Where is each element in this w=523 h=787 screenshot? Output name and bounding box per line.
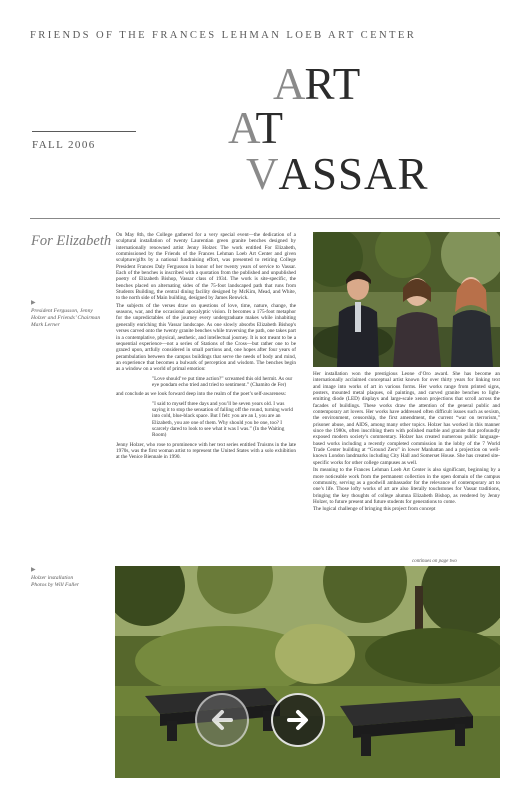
- title-vassar-initial: V: [246, 149, 279, 199]
- bench-caption-line1: Holzer installation: [31, 575, 74, 581]
- bench-illustration: [115, 566, 500, 778]
- title-art-initial: A: [273, 59, 306, 109]
- title-art: [273, 59, 362, 109]
- bench-caption: [31, 567, 101, 589]
- paragraph: Jenny Holzer, who rose to prominence with her text series entitled Truisms in the late 1970s, was the first woman artist to represent the United States with a solo exhibition at the Venice Biennale in 1990.: [116, 441, 296, 461]
- header-divider: [30, 218, 500, 219]
- paragraph: The logical challenge of bringing this project from concept: [313, 506, 436, 513]
- continues-note: continues on page two: [412, 559, 457, 564]
- title-art-rest: RT: [304, 59, 362, 109]
- title-vassar-rest: ASSAR: [278, 149, 429, 199]
- title-vassar: [246, 149, 429, 199]
- season-rule: [32, 131, 136, 132]
- title-at: [228, 103, 284, 153]
- paragraph: Her installation won the prestigious Leone d’Oro award. She has become an internationally acclaimed conceptual artist known for over thirty years for linking text and image into works of art in various forms. Her works range from printed signs, posters, mounted metal plaques, oil paintings, and carved granite benches to light-emitting diode (LED) displays and large-scale xenon projections that scroll across the facades of buildings. These works draw the attention of the general public and contemporary art lovers. Her works have addressed often difficult issues such as sexism, the environment, censorship, the first amendment, the current “war on terrorism,” prisoner abuse, and AIDS, among many other topics. Holzer has worked in this manner since the 1980s, often inscribing them with polished marble and granite that profoundly exposed modern society’s commentary. Holzer has created numerous public language-based works including a recently completed commission in the lobby of the 7 World Trade Center building at “Ground Zero” in lower Manhattan and a projection on well-known London landmarks including City Hall and Somerset House. She has created site-specific works for other college campuses as well.: [313, 371, 500, 466]
- article-right-column: [313, 371, 500, 514]
- portrait-caption-text: President Fergusson, Jenny Holzer and Friends’ Chairman Mark Lerner: [31, 308, 101, 328]
- bench-caption-line2: Photos by Will Faller: [31, 582, 80, 588]
- arrow-right-icon: [283, 705, 313, 735]
- next-page-button[interactable]: [271, 693, 325, 747]
- paragraph: and conclude as we look forward deep into the realm of the poet’s self-awareness:: [116, 391, 287, 398]
- article-left-column: [116, 232, 296, 462]
- masthead: FRIENDS OF THE FRANCES LEHMAN LOEB ART CENTER: [30, 30, 417, 41]
- previous-page-button[interactable]: [195, 693, 249, 747]
- poem-quote: "Love should’ve put time action?” screamed this old hermit. As our eye pondam echo tried and tried to sentiment.” (Chamito de Fer): [152, 375, 293, 388]
- portrait-photo: [313, 232, 500, 367]
- paragraph: Its meaning to the Frances Lehman Loeb Art Center is also significant, beginning by a more noticeable work from the permanent collection in the open domain of the campus community, serving as a goodwill ambassador for the relevance of contemporary art to one’s life. Those lofty works of art are also literally touchstones for Vassar traditions, bringing the key thoughts of college alumna Elizabeth Bishop, as rendered by Jenny Holzer, to future present and future students for generations to come.: [313, 467, 500, 505]
- title-at-initial: A: [228, 103, 256, 153]
- caption-pointer-icon: ▶: [31, 300, 36, 306]
- title-at-rest: T: [255, 103, 284, 153]
- paragraph: The subjects of the verses draw on questions of love, time, nature, change, the seasons, war, and the occasional apocalyptic vision. It becomes a 175-foot metaphor for the unpredictables of the journey every undergraduate makes while inhabiting generally enriching this Vassar landscape. As one slowly absorbs Elizabeth Bishop's verses carved onto the twenty granite benches while traversing the path, one takes part in a contemplative, physical, aesthetic, and intellectual journey. It is not meant to be a sequential experience—not a series of Stations of the Cross—but rather one to be grazed upon, artfully considered in small portions and, one hopes after four years of perambulation between the campus buildings that serve the needs of body and mind, an experience that becomes a bulwark of perception and wisdom. The benches begin as a window on a world of primal emotion:: [116, 302, 296, 373]
- section-title: For Elizabeth: [31, 233, 112, 249]
- arrow-left-icon: [207, 705, 237, 735]
- caption-pointer-icon: ▶: [31, 567, 36, 573]
- poem-quote: "I said to myself three days and you’ll be seven years old. I was saying it to stop the sensation of falling off the round, turning world into cold, blue-black space. But I felt: you are an I, you are an Elizabeth, you are one of them. Why should you be one, too? I scarcely dared to look to see what it was I was.” (In the Waiting Room): [152, 400, 293, 439]
- paragraph: On May 8th, the College gathered for a very special event—the dedication of a sculptural installation of twenty Laurentian green granite benches designed by internationally renowned artist Jenny Holzer. The work entitled For Elizabeth, commissioned by the Friends of the Frances Lehman Loeb Art Center and given sculpture/gifts by a national fundraising effort, was presented to retiring College President Frances Daly Fergusson in honor of her twenty years of service to Vassar. Each of the benches is inscribed with a quotation from the published and unpublished poetry of Elizabeth Bishop, Vassar class of 1934. The work is site-specific, the benches placed on alternating sides of the 75-foot landscaped path that runs from Students Building, the central dining facility designed by McKim, Mead, and White, to the north side of Main building, designed by James Renwick.: [116, 232, 296, 302]
- season-label: FALL 2006: [32, 139, 96, 151]
- bench-photo: [115, 566, 500, 778]
- portrait-caption: [31, 300, 101, 329]
- portrait-illustration: [313, 232, 500, 367]
